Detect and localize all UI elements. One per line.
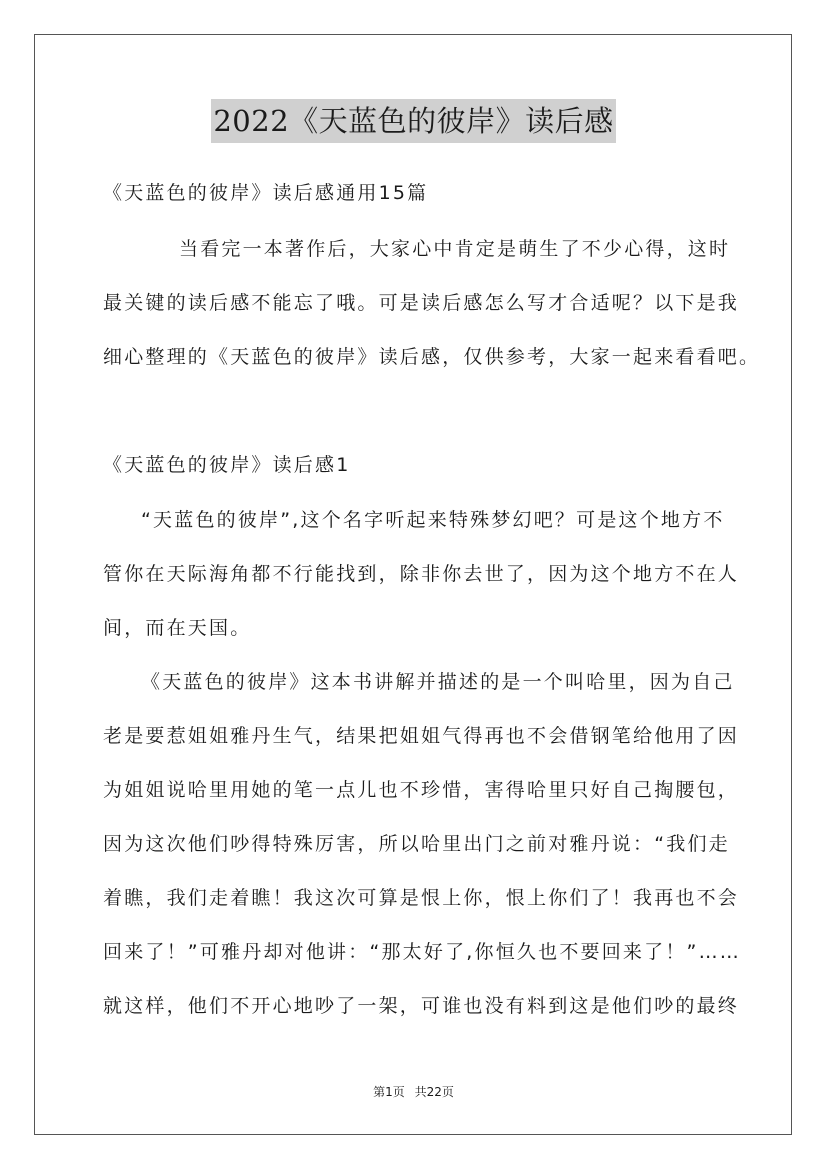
page-footer (0, 1083, 827, 1100)
intro-line-3: 细心整理的《天蓝色的彼岸》读后感，仅供参考，大家一起来看看吧。 (103, 346, 761, 368)
section-heading: 《天蓝色的彼岸》读后感1 (103, 454, 351, 476)
body-line-6: 为姐姐说哈里用她的笔一点儿也不珍惜，害得哈里只好自己掏腰包， (103, 779, 740, 801)
page-number: 第1页 (373, 1085, 405, 1099)
intro-line-1: 当看完一本著作后，大家心中肯定是萌生了不少心得，这时 (179, 238, 731, 260)
body-line-4: 《天蓝色的彼岸》这本书讲解并描述的是一个叫哈里，因为自己 (141, 671, 735, 693)
intro-line-2: 最关键的读后感不能忘了哦。可是读后感怎么写才合适呢？以下是我 (103, 292, 740, 314)
subtitle: 《天蓝色的彼岸》读后感通用15篇 (103, 182, 429, 204)
title-container (0, 99, 827, 143)
body-line-2: 管你在天际海角都不行能找到，除非你去世了，因为这个地方不在人 (103, 563, 740, 585)
body-line-9: 回来了！”可雅丹却对他讲：“那太好了,你恒久也不要回来了！”…… (103, 941, 741, 963)
page-total: 共22页 (414, 1085, 454, 1099)
body-line-3: 间，而在天国。 (103, 617, 252, 639)
body-line-5: 老是要惹姐姐雅丹生气，结果把姐姐气得再也不会借钢笔给他用了因 (103, 725, 740, 747)
body-line-7: 因为这次他们吵得特殊厉害，所以哈里出门之前对雅丹说：“我们走 (103, 833, 730, 855)
body-line-10: 就这样，他们不开心地吵了一架，可谁也没有料到这是他们吵的最终 (103, 995, 740, 1017)
body-line-8: 着瞧，我们走着瞧！我这次可算是恨上你，恨上你们了！我再也不会 (103, 887, 740, 909)
body-line-1: “天蓝色的彼岸”,这个名字听起来特殊梦幻吧？可是这个地方不 (141, 509, 725, 531)
document-title: 2022《天蓝色的彼岸》读后感 (211, 99, 615, 143)
